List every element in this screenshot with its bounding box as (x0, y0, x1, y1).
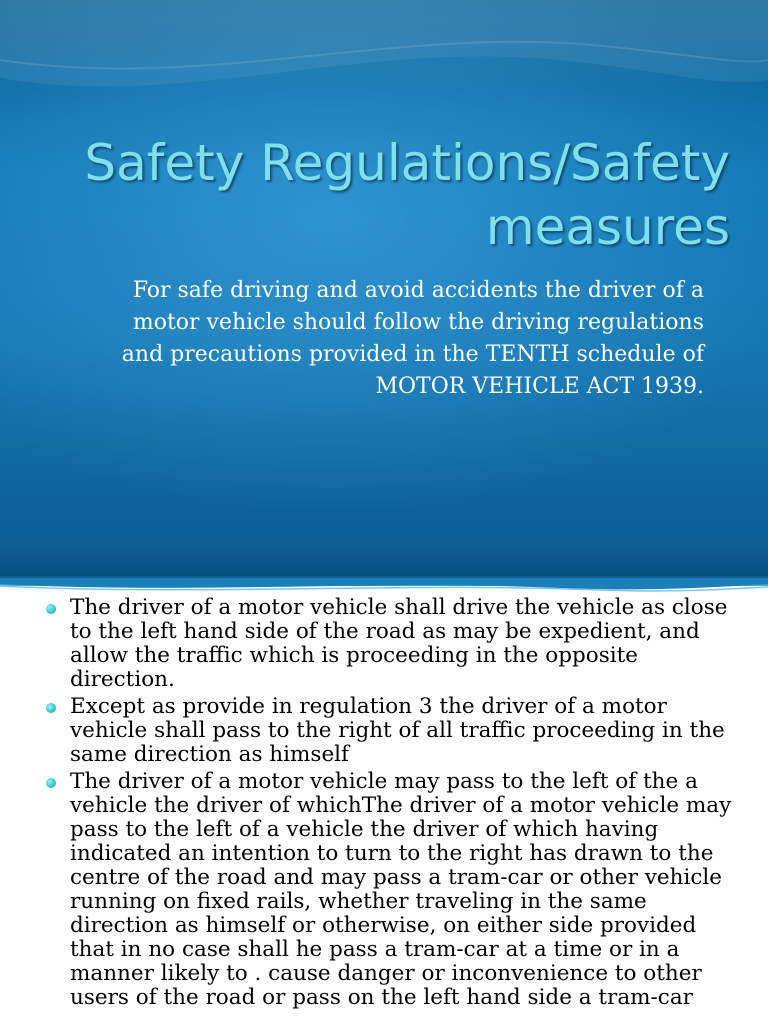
subtitle-line: For safe driving and avoid accidents the driver of a (132, 278, 704, 303)
bullet-icon (46, 703, 56, 713)
bullet-text: The driver of a motor vehicle shall drive the vehicle as close to the left hand side of the road as may be expedient, and allow the traffic which is proceeding in the opposite direction. (70, 595, 728, 692)
subtitle-line: and precautions provided in the TENTH schedule of (121, 342, 704, 367)
bullet-text: Except as provide in regulation 3 the driver of a motor vehicle shall pass to the right of all traffic proceeding in the same direction as himself (70, 694, 725, 767)
bullet-icon (46, 604, 56, 614)
slide-title-line: Safety Regulations/Safety (84, 134, 730, 192)
slide-bottom-shade (0, 550, 768, 576)
bullet-item (46, 596, 736, 692)
bullet-list (46, 596, 736, 1013)
bullet-text: The driver of a motor vehicle may pass to the left of the a vehicle the driver of whichThe driver of a motor vehicle may pass to the left of a vehicle the driver of which having indicated an intention to turn to the right has drawn to the centre of the road and may pass a tram-car or other vehicle running on fixed rails, whether traveling in the same direction as himself or otherwise, on either side provided that in no case shall he pass a tram-car at a time or in a manner likely to . cause danger or inconvenience to other users of the road or pass on the left hand side a tram-car (70, 769, 732, 1010)
bullet-item (46, 695, 736, 767)
subtitle-line: motor vehicle should follow the driving regulations (132, 310, 704, 335)
content-slide (0, 576, 768, 1024)
slide-title (30, 132, 730, 259)
bullet-icon (46, 778, 56, 788)
bullet-item (46, 770, 736, 1010)
slide-title-line: measures (485, 197, 730, 256)
slide-subtitle (44, 275, 704, 403)
subtitle-line: MOTOR VEHICLE ACT 1939. (375, 374, 704, 399)
decorative-wave (0, 0, 768, 120)
